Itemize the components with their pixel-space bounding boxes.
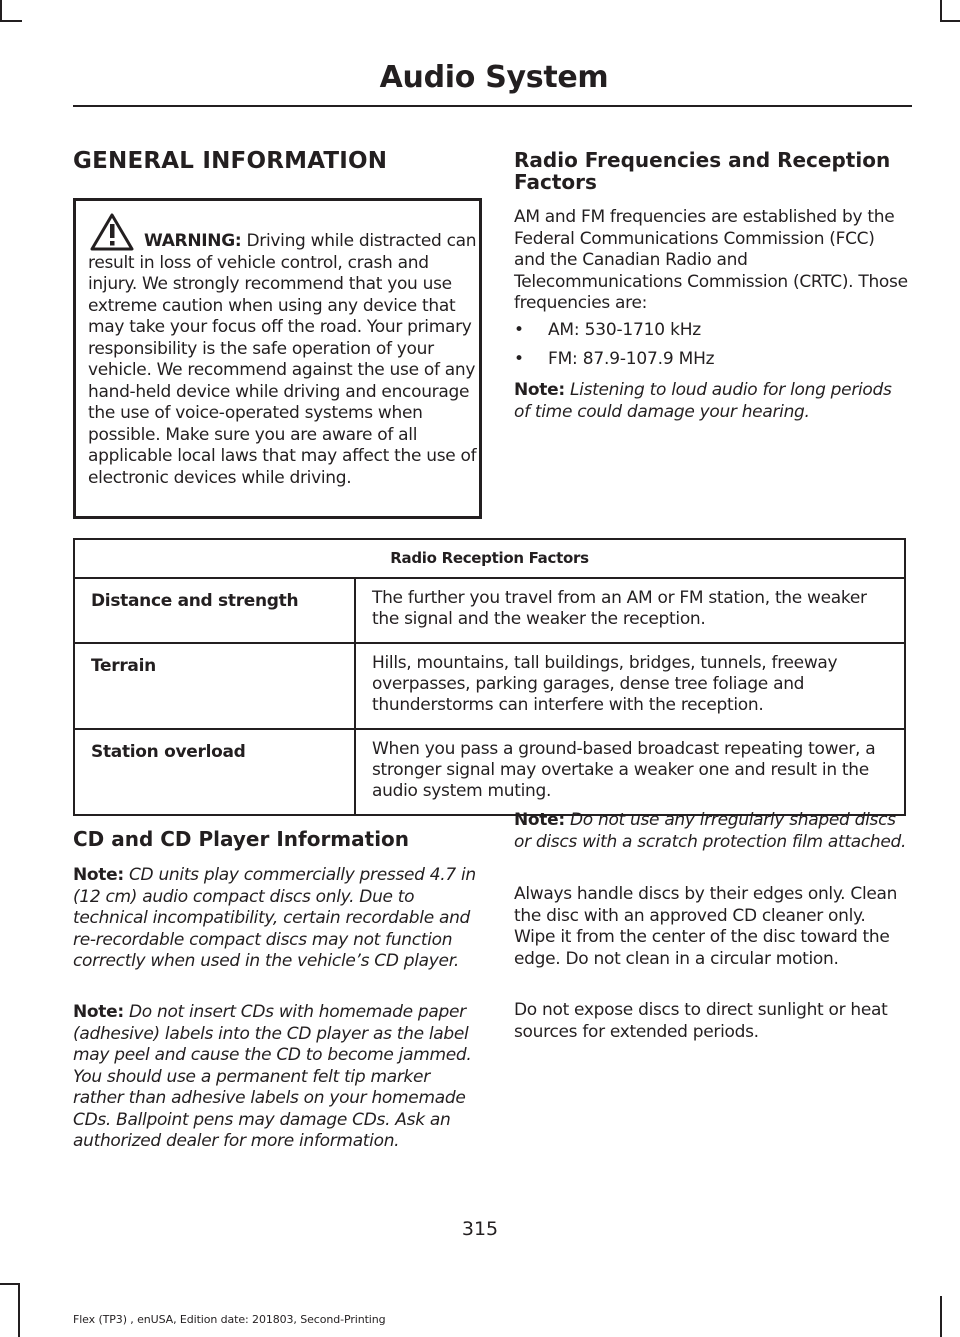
crop-mark-top-left: [0, 0, 2, 22]
table-cell-factor: Distance and strength: [74, 578, 355, 643]
note-text: Listening to loud audio for long periods of time could damage your hearing.: [514, 380, 892, 422]
disc-handling-paragraph: Always handle discs by their edges only. Clean the disc with an approved CD cleaner only. Wipe it from the center of the disc toward the edge. Do not clean in a circular motion.: [514, 884, 898, 969]
note-label: Note:: [514, 810, 565, 830]
note-label: Note:: [73, 1002, 124, 1022]
page-header-title: Audio System: [379, 60, 609, 95]
table-row: [74, 643, 905, 729]
general-information-heading: GENERAL INFORMATION: [73, 148, 388, 174]
disc-exposure-paragraph: Do not expose discs to direct sunlight or heat sources for extended periods.: [514, 1000, 888, 1042]
table-cell-factor: Station overload: [74, 729, 355, 815]
table-cell-description: Hills, mountains, tall buildings, bridges, tunnels, freeway overpasses, parking garages, dense tree foliage and thunderstorms can interfere with the reception.: [355, 643, 905, 729]
warning-body: Driving while distracted can result in loss of vehicle control, crash and injury. We strongly recommend that you use extreme caution when using any device that may take your focus off the road. Your primary responsibility is the safe operation of your vehicle. We recommend against the use of any hand-held device while driving and encourage the use of voice-operated systems when possible. Make sure you are aware of all applicable local laws that may affect the use of electronic devices while driving.: [88, 231, 477, 488]
note-label: Note:: [73, 865, 124, 885]
table-title: Radio Reception Factors: [74, 539, 905, 578]
header-rule: [73, 105, 912, 107]
crop-mark-top-right-horizontal: [940, 20, 960, 22]
bullet-item-am: [514, 319, 904, 341]
bullet-symbol: •: [514, 349, 524, 369]
warning-label: WARNING:: [144, 231, 242, 251]
cd-note-1: [73, 865, 478, 973]
crop-mark-top-right: [940, 0, 942, 22]
crop-mark-bottom-right: [940, 1296, 942, 1337]
table-cell-factor: Terrain: [74, 643, 355, 729]
warning-box: [73, 198, 482, 519]
radio-intro-paragraph: AM and FM frequencies are established by the Federal Communications Commission (FCC) and the Canadian Radio and Telecommunications Commission (CRTC). Those frequencies are:: [514, 207, 908, 313]
radio-frequencies-heading: Radio Frequencies and Reception Factors: [514, 148, 891, 194]
warning-text: [88, 231, 478, 489]
page-number: 315: [461, 1218, 499, 1240]
bullet-text: FM: 87.9-107.9 MHz: [548, 349, 715, 369]
cd-player-heading: CD and CD Player Information: [73, 827, 410, 851]
note-label: Note:: [514, 380, 565, 400]
cd-note-3: [514, 810, 910, 853]
table-row: [74, 729, 905, 815]
table-cell-description: The further you travel from an AM or FM station, the weaker the signal and the weaker the reception.: [355, 578, 905, 643]
table-cell-description: When you pass a ground-based broadcast repeating tower, a stronger signal may overtake a weaker one and result in the audio system muting.: [355, 729, 905, 815]
note-text: Do not insert CDs with homemade paper (adhesive) labels into the CD player as the label may peel and cause the CD to become jammed. You should use a permanent felt tip marker rather than adhesive labels on your homemade CDs. Ballpoint pens may damage CDs. Ask an authorized dealer for more information.: [73, 1002, 472, 1151]
crop-mark-bottom-left-horizontal: [0, 1283, 20, 1285]
note-text: Do not use any irregularly shaped discs or discs with a scratch protection film attached.: [514, 810, 907, 852]
note-text: CD units play commercially pressed 4.7 in (12 cm) audio compact discs only. Due to technical incompatibility, certain recordable and re-recordable compact discs may not function correctly when used in the vehicle’s CD player.: [73, 865, 476, 971]
crop-mark-top-left-horizontal: [0, 20, 22, 22]
bullet-item-fm: [514, 348, 904, 370]
crop-mark-bottom-left: [18, 1283, 20, 1337]
bullet-symbol: •: [514, 320, 524, 340]
table-header-row: [74, 539, 905, 578]
bullet-text: AM: 530-1710 kHz: [548, 320, 702, 340]
footer-edition-info: Flex (TP3) , enUSA, Edition date: 201803, Second-Printing: [73, 1313, 386, 1326]
table-row: [74, 578, 905, 643]
radio-reception-factors-table: [73, 538, 906, 816]
cd-note-2: [73, 1002, 473, 1153]
radio-note: [514, 380, 910, 423]
